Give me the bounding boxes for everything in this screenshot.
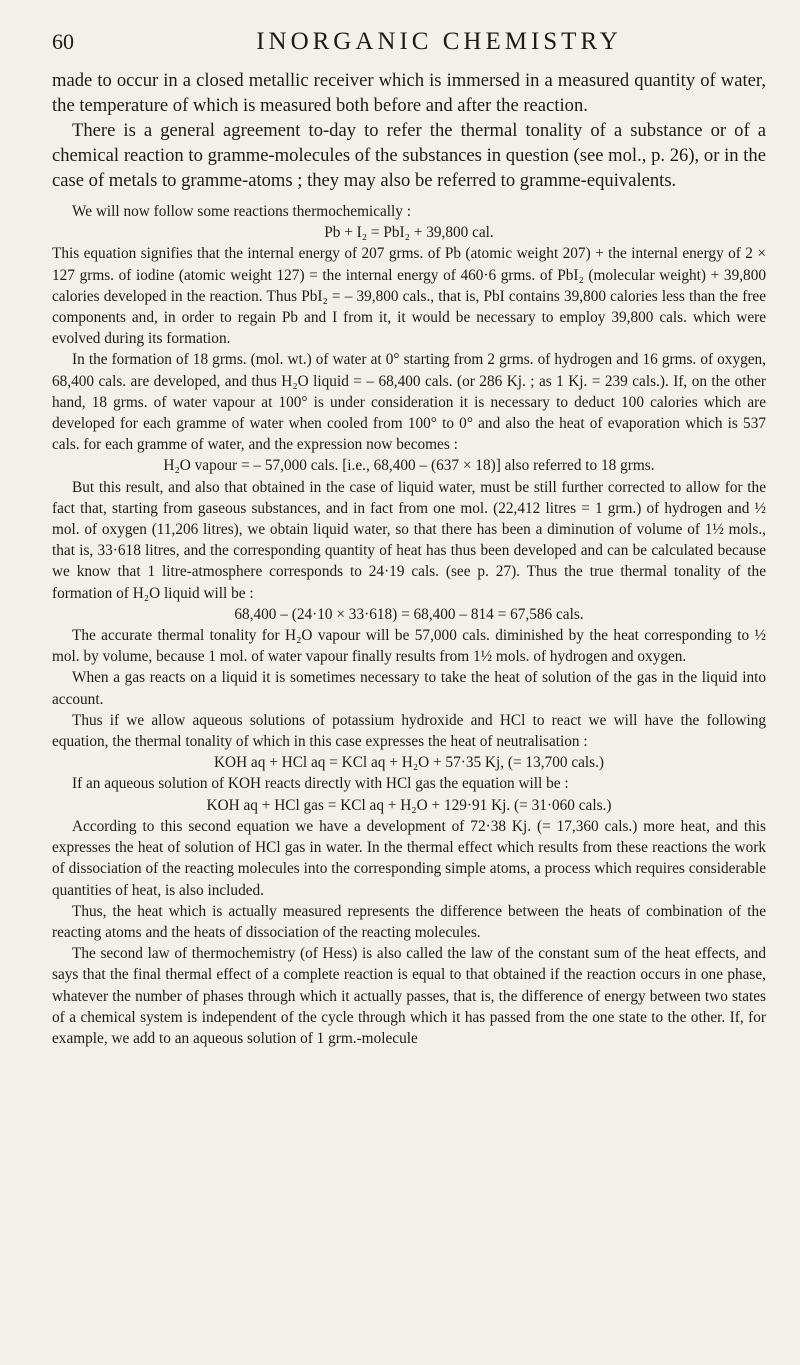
paragraph: The second law of thermochemistry (of Hess) is also called the law of the constant sum of the heat effects, and says that the final thermal effect of a complete reaction is equal to that obtained if the reaction occurs in one phase, whatever the number of phases through which it actually passes, that is, the difference of energy between two states of a chemical system is independent of the cycle through which it has passed from the one state to the other. If, for example, we add to an aqueous solution of 1 grm.-molecule xyxy=(52,945,766,1047)
paragraph: If an aqueous solution of KOH reacts directly with HCl gas the equation will be : xyxy=(72,775,569,793)
paragraph: made to occur in a closed metallic receiver which is immersed in a measured quantity of water, the temperature of which is measured both before and after the reaction. xyxy=(52,70,766,116)
paragraph: According to this second equation we have a development of 72·38 Kj. (= 17,360 cals.) more heat, and this expresses the heat of solution of HCl gas in water. In the thermal effect which results from these reactions the work of dissociation of the reacting molecules into the corresponding simple atoms, a process which requires considerable quantities of heat, is also included. xyxy=(52,817,766,899)
equation: H₂O vapour = – 57,000 cals. [i.e., 68,400 – (637 × 18)] also referred to 18 grms. xyxy=(163,457,655,475)
equation: 68,400 – (24·10 × 33·618) = 68,400 – 814 = 67,586 cals. xyxy=(234,605,584,623)
paragraph: There is a general agreement to-day to refer the thermal tonality of a substance or of a chemical reaction to gramme-molecules of the substances in question (see mol., p. 26), or in the case of metals to gramme-atoms ; they may also be referred to gramme-equivalents. xyxy=(52,120,766,191)
equation: Pb + I₂ = PbI₂ + 39,800 cal. xyxy=(324,224,494,242)
paragraph: The accurate thermal tonality for H₂O vapour will be 57,000 cals. diminished by the heat corresponding to ½ mol. by volume, because 1 mol. of water vapour finally results from 1½ mols. of hydrogen and oxygen. xyxy=(52,627,766,666)
paragraph: But this result, and also that obtained in the case of liquid water, must be still further corrected to allow for the fact that, starting from gaseous substances, and in fact from one mol. (22,412 litres = 1 grm.) of hydrogen and ½ mol. of oxygen (11,206 litres), we obtain liquid water, so that there has been a diminution of volume of 1½ mols., that is, 33·618 litres, and the corresponding quantity of heat has thus been developed and can be calculated because we know that 1 litre-atmosphere corresponds to 24·19 cals. (see p. 27). Thus the true thermal tonality of the formation of H₂O liquid will be : xyxy=(52,478,766,602)
running-title: INORGANIC CHEMISTRY xyxy=(256,28,622,55)
paragraph: Thus, the heat which is actually measured represents the difference between the heats of combination of the reacting atoms and the heats of dissociation of the reacting molecules. xyxy=(52,902,766,941)
paragraph: In the formation of 18 grms. (mol. wt.) of water at 0° starting from 2 grms. of hydrogen and 16 grms. of oxygen, 68,400 cals. are developed, and thus H₂O liquid = – 68,400 cals. (or 286 Kj. ; as 1 Kj. = 239 cals.). If, on the other hand, 18 grms. of water vapour at 100° is under consideration it is necessary to deduct 100 calories which are developed for each gramme of water when cooled from 100° to 0° and also the heat of evaporation which is 537 cals. for each gramme of water, and the expression now becomes : xyxy=(52,351,766,454)
page-number: 60 xyxy=(52,29,74,54)
equation: KOH aq + HCl aq = KCl aq + H₂O + 57·35 Kj, (= 13,700 cals.) xyxy=(213,754,605,772)
equation: KOH aq + HCl gas = KCl aq + H₂O + 129·91 Kj. (= 31·060 cals.) xyxy=(206,796,612,814)
paragraph: Thus if we allow aqueous solutions of potassium hydroxide and HCl to react we will have the following equation, the thermal tonality of which in this case expresses the heat of neutralisation : xyxy=(52,711,766,751)
paragraph: This equation signifies that the internal energy of 207 grms. of Pb (atomic weight 207) + the internal energy of 2 × 127 grms. of iodine (atomic weight 127) = the internal energy of 460·6 grms. of PbI₂ (molecular weight) + 39,800 calories developed in the reaction. Thus PbI₂ = – 39,800 cals., that is, PbI contains 39,800 calories less than the free components and, in order to regain Pb and I from it, it would be necessary to employ 39,800 cals. which were evolved during its formation. xyxy=(52,245,766,348)
page-header xyxy=(52,28,766,56)
paragraph: When a gas reacts on a liquid it is sometimes necessary to take the heat of solution of the gas in the liquid into account. xyxy=(52,669,766,708)
paragraph: We will now follow some reactions thermochemically : xyxy=(72,203,412,220)
